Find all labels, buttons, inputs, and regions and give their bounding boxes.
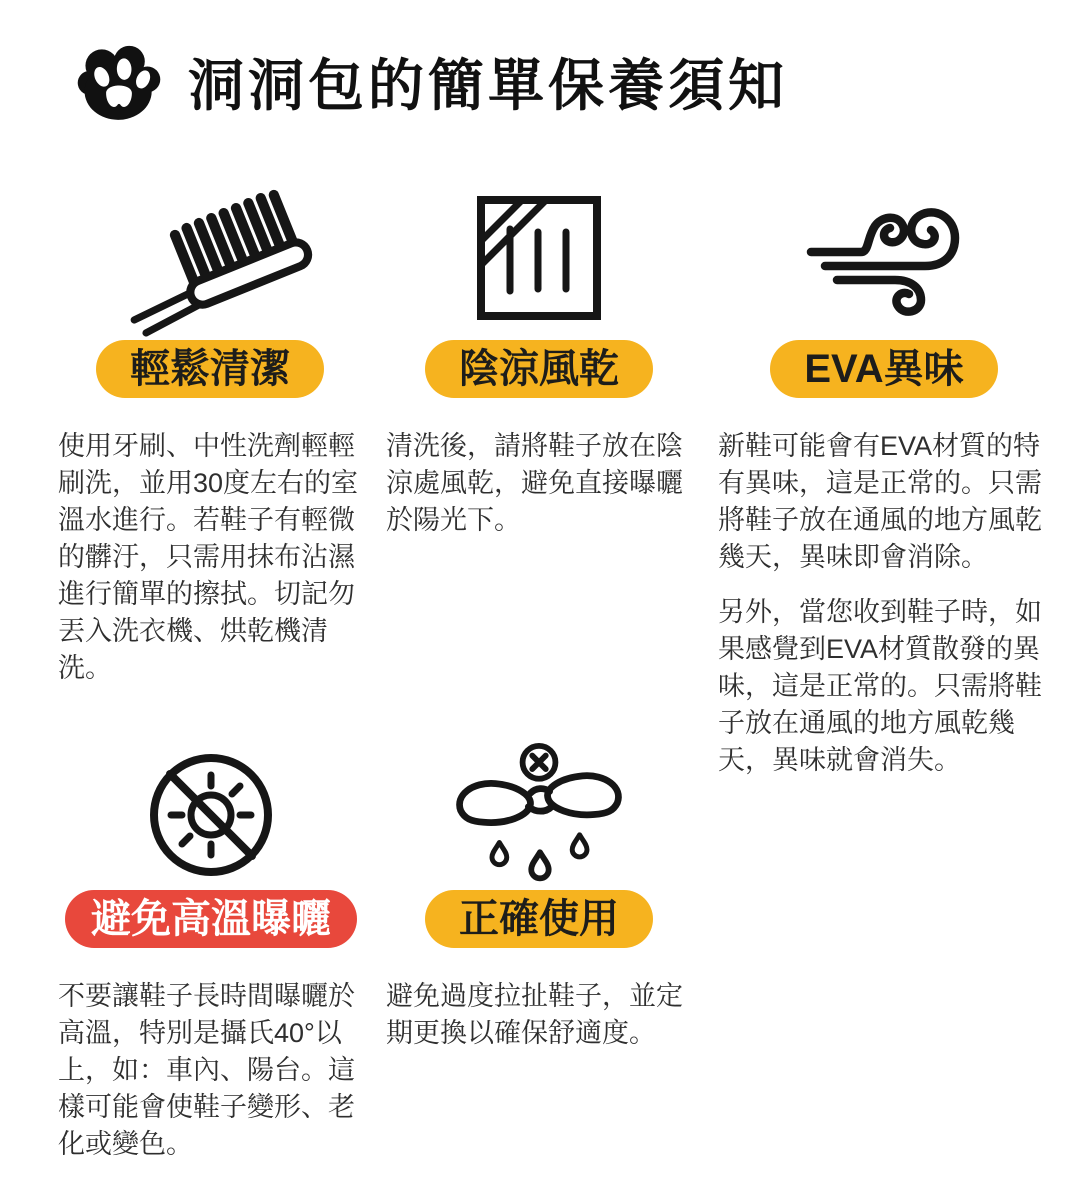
paragraph: 新鞋可能會有EVA材質的特有異味，這是正常的。只需將鞋子放在通風的地方風乾幾天，異味即會消除。	[718, 431, 1042, 572]
card-text	[718, 428, 1050, 779]
page-title: 洞洞包的簡單保養須知	[188, 54, 788, 117]
card-text	[58, 428, 362, 687]
card-correct-use	[386, 740, 692, 1052]
card-text	[386, 978, 692, 1052]
drip-dry-icon	[476, 195, 602, 321]
paragraph: 使用牙刷、中性洗劑輕輕刷洗，並用30度左右的室溫水進行。若鞋子有輕微的髒汙，只需用抹布沾濕進行簡單的擦拭。切記勿丟入洗衣機、烘乾機清洗。	[58, 431, 359, 683]
card-text	[58, 978, 364, 1163]
card-eva-smell	[718, 175, 1050, 779]
icon-box	[386, 175, 692, 340]
wind-icon	[797, 194, 972, 322]
paragraph: 清洗後，請將鞋子放在陰涼處風乾，避免直接曝曬於陽光下。	[386, 431, 683, 535]
paragraph: 避免過度拉扯鞋子，並定期更換以確保舒適度。	[386, 981, 683, 1048]
icon-box	[58, 175, 362, 340]
badge-shade-dry: 陰涼風乾	[425, 340, 653, 398]
badge-eva-smell: EVA異味	[770, 340, 997, 398]
card-avoid-heat	[58, 740, 364, 1163]
card-shade-dry	[386, 175, 692, 539]
paw-icon	[76, 42, 162, 122]
badge-correct-use: 正確使用	[425, 890, 653, 948]
card-text	[386, 428, 692, 539]
card-easy-clean	[58, 175, 362, 687]
badge-easy-clean: 輕鬆清潔	[96, 340, 324, 398]
paragraph: 另外，當您收到鞋子時，如果感覺到EVA材質散發的異味，這是正常的。只需將鞋子放在通風的地方風乾幾天，異味就會消失。	[718, 597, 1042, 775]
icon-box	[718, 175, 1050, 340]
paragraph: 不要讓鞋子長時間曝曬於高溫，特別是攝氏40°以上，如：車內、陽台。這樣可能會使鞋子變形、老化或變色。	[58, 981, 355, 1159]
no-wring-icon	[444, 743, 634, 888]
badge-avoid-heat: 避免高溫曝曬	[65, 890, 357, 948]
no-sun-icon	[147, 751, 275, 879]
icon-box	[58, 740, 364, 890]
toothbrush-icon	[108, 180, 313, 335]
header	[76, 42, 788, 122]
icon-box	[386, 740, 692, 890]
